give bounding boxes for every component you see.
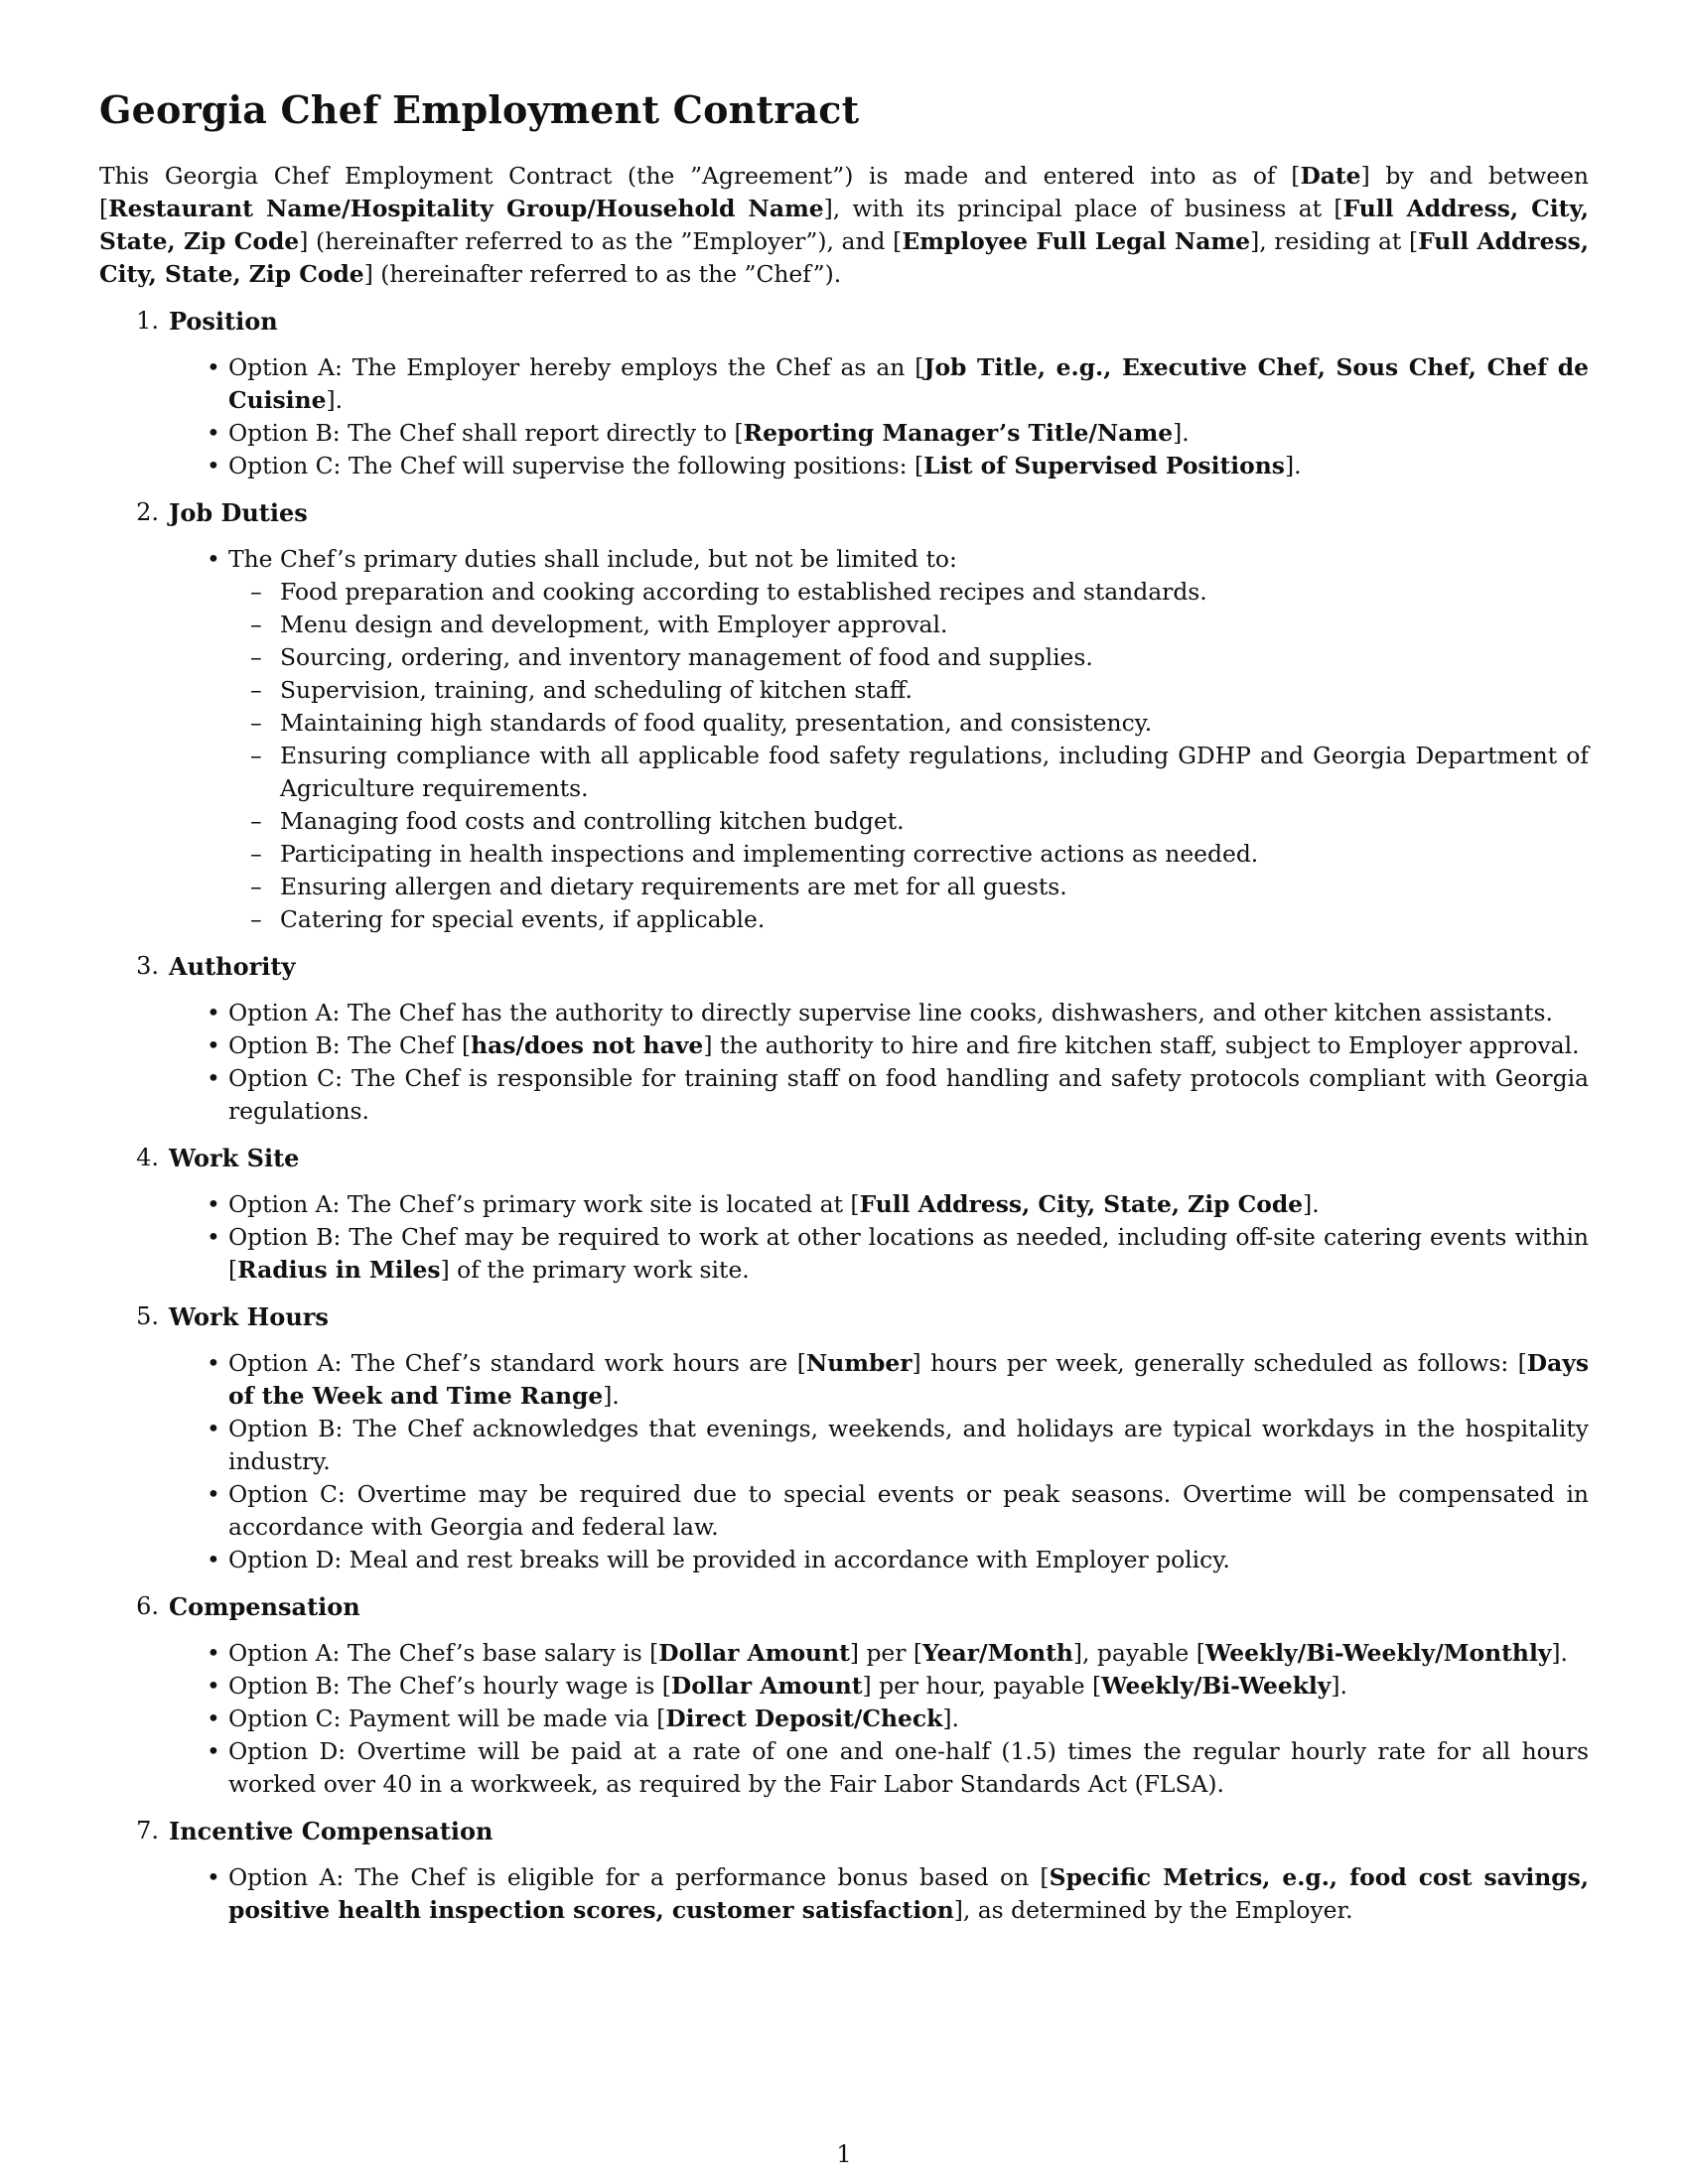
text-run: Option B: The Chef [ [228,1031,472,1059]
section-title: Compensation [169,1592,360,1621]
section [99,305,1589,482]
section-title: Work Hours [169,1302,329,1331]
text-run: ], residing at [ [1250,227,1419,255]
option-item [228,1544,1589,1576]
placeholder-field: Dollar Amount [670,1672,863,1700]
placeholder-field: Radius in Miles [237,1256,441,1284]
placeholder-field: Job Title, e.g., Executive Chef, Sous Chef, Chef de Cuisine [228,353,1589,414]
text-run: ]. [603,1382,620,1410]
section [99,1300,1589,1576]
duty-item: – Ensuring compliance with all applicable food safety regulations, including GDHP and Georgia Department of Agriculture requirements. [280,740,1589,805]
text-run: ]. [1173,419,1190,447]
text-run: Option A: The Chef’s standard work hours are [ [228,1349,806,1377]
duty-item: – Managing food costs and controlling kitchen budget. [280,805,1589,838]
section-title: Job Duties [169,498,308,527]
text-run: ] hours per week, generally scheduled as follows: [ [912,1349,1527,1377]
section-number: 6. [136,1592,159,1620]
option-list [99,1347,1589,1576]
placeholder-field: List of Supervised Positions [923,452,1285,479]
text-run: ] by and between [ [99,162,1589,222]
section-number: 1. [136,307,159,335]
text-run: Option C: The Chef is responsible for training staff on food handling and safety protocols compliant with Georgia regulations. [228,1064,1589,1125]
section-number: 4. [136,1144,159,1171]
document-title: Georgia Chef Employment Contract [99,87,860,132]
text-run: Option B: The Chef shall report directly to [ [228,419,744,447]
duty-item: – Participating in health inspections and implementing corrective actions as needed. [280,838,1589,871]
section-heading [99,1590,1589,1623]
section-number: 7. [136,1817,159,1844]
section-heading [99,1300,1589,1333]
option-list [99,1188,1589,1287]
section-number: 3. [136,952,159,980]
option-list [99,543,1589,936]
placeholder-field: Days of the Week and Time Range [228,1349,1589,1410]
section [99,496,1589,936]
text-run: ], as determined by the Employer. [953,1896,1353,1924]
duty-item: – Menu design and development, with Employer approval. [280,609,1589,641]
option-item [228,1637,1589,1670]
duty-item: – Supervision, training, and scheduling of kitchen staff. [280,674,1589,707]
text-run: ]. [1551,1639,1568,1667]
option-list [99,1861,1589,1927]
option-list [99,1637,1589,1801]
option-item [228,417,1589,450]
text-run: Option B: The Chef’s hourly wage is [ [228,1672,671,1700]
placeholder-field: Employee Full Legal Name [902,227,1251,255]
intro-paragraph [99,160,1589,291]
text-run: Option A: The Chef’s primary work site is located at [ [228,1190,860,1218]
section [99,1142,1589,1287]
section [99,950,1589,1128]
text-run: Option A: The Chef is eligible for a performance bonus based on [ [228,1863,1050,1891]
section-title: Position [169,307,278,336]
section [99,1815,1589,1927]
section-title: Authority [169,952,296,981]
option-item [228,450,1589,482]
section-heading [99,950,1589,983]
text-run: Option A: The Employer hereby employs the Chef as an [ [228,353,924,381]
section-title: Work Site [169,1144,300,1172]
text-run: ]. [1303,1190,1320,1218]
text-run: ], with its principal place of business at [ [823,195,1343,222]
section-number: 2. [136,498,159,526]
placeholder-field: Weekly/Bi-Weekly/Monthly [1204,1639,1552,1667]
text-run: Option A: The Chef’s base salary is [ [228,1639,659,1667]
page-number: 1 [836,2140,852,2168]
section-heading [99,496,1589,529]
duty-list [228,576,1589,936]
placeholder-field: Reporting Manager’s Title/Name [743,419,1174,447]
text-run: ] the authority to hire and fire kitchen staff, subject to Employer approval. [703,1031,1580,1059]
text-run: ], payable [ [1072,1639,1205,1667]
text-run: Option B: The Chef acknowledges that evenings, weekends, and holidays are typical workdays in the hospitality industry. [228,1415,1589,1475]
text-run: Option D: Meal and rest breaks will be provided in accordance with Employer policy. [228,1546,1230,1573]
placeholder-field: Specific Metrics, e.g., food cost savings, positive health inspection scores, customer satisfaction [228,1863,1589,1924]
option-item [228,1062,1589,1128]
option-item [228,1478,1589,1544]
text-run: Option B: The Chef may be required to work at other locations as needed, including off-site catering events within [ [228,1223,1589,1284]
option-item [228,1221,1589,1287]
text-run: Option A: The Chef has the authority to directly supervise line cooks, dishwashers, and other kitchen assistants. [228,999,1553,1026]
section-title: Incentive Compensation [169,1817,493,1845]
option-item [228,1735,1589,1801]
text-run: ] (hereinafter referred to as the ”Chef”). [363,260,842,288]
text-run: ]. [1284,452,1302,479]
placeholder-field: Direct Deposit/Check [665,1705,943,1732]
placeholder-field: Full Address, City, State, Zip Code [859,1190,1304,1218]
placeholder-field: Weekly/Bi-Weekly [1101,1672,1332,1700]
text-run: ] of the primary work site. [440,1256,750,1284]
text-run: ] (hereinafter referred to as the ”Employer”), and [ [299,227,903,255]
duty-item: – Ensuring allergen and dietary requirements are met for all guests. [280,871,1589,903]
duty-item: – Catering for special events, if applicable. [280,903,1589,936]
section-number: 5. [136,1302,159,1330]
section-heading [99,1815,1589,1847]
option-item [228,351,1589,417]
option-item [228,1703,1589,1735]
placeholder-field: Date [1300,162,1361,190]
option-item [228,1413,1589,1478]
text-run: Option D: Overtime will be paid at a rate of one and one-half (1.5) times the regular hourly rate for all hours worked over 40 in a workweek, as required by the Fair Labor Standards Act (FLSA). [228,1737,1589,1798]
text-run: ]. [942,1705,959,1732]
text-run: ]. [326,386,344,414]
text-run: The Chef’s primary duties shall include, but not be limited to: [228,545,957,573]
text-run: ] per [ [849,1639,923,1667]
text-run: ]. [1331,1672,1347,1700]
duty-item: – Sourcing, ordering, and inventory management of food and supplies. [280,641,1589,674]
section-heading [99,1142,1589,1174]
option-item [228,1861,1589,1927]
option-item [228,1188,1589,1221]
option-item [228,997,1589,1029]
placeholder-field: Restaurant Name/Hospitality Group/Household Name [108,195,824,222]
duty-item: – Food preparation and cooking according to established recipes and standards. [280,576,1589,609]
option-item [228,543,1589,936]
text-run: This Georgia Chef Employment Contract (the ”Agreement”) is made and entered into as of [ [99,162,1301,190]
placeholder-field: Full Address, City, State, Zip Code [99,227,1589,288]
option-list [99,351,1589,482]
text-run: Option C: Overtime may be required due to special events or peak seasons. Overtime will be compensated in accordance with Georgia and federal law. [228,1480,1589,1541]
placeholder-field: Year/Month [922,1639,1073,1667]
duty-item: – Maintaining high standards of food quality, presentation, and consistency. [280,707,1589,740]
placeholder-field: has/does not have [471,1031,704,1059]
placeholder-field: Number [805,1349,913,1377]
option-list [99,997,1589,1128]
option-item [228,1347,1589,1413]
placeholder-field: Dollar Amount [658,1639,850,1667]
text-run: ] per hour, payable [ [862,1672,1102,1700]
option-item [228,1670,1589,1703]
option-item [228,1029,1589,1062]
placeholder-field: Full Address, City, State, Zip Code [99,195,1589,255]
document-page [99,87,1589,1927]
text-run: Option C: Payment will be made via [ [228,1705,666,1732]
section-heading [99,305,1589,338]
sections-list [99,305,1589,1927]
text-run: Option C: The Chef will supervise the following positions: [ [228,452,924,479]
section [99,1590,1589,1801]
